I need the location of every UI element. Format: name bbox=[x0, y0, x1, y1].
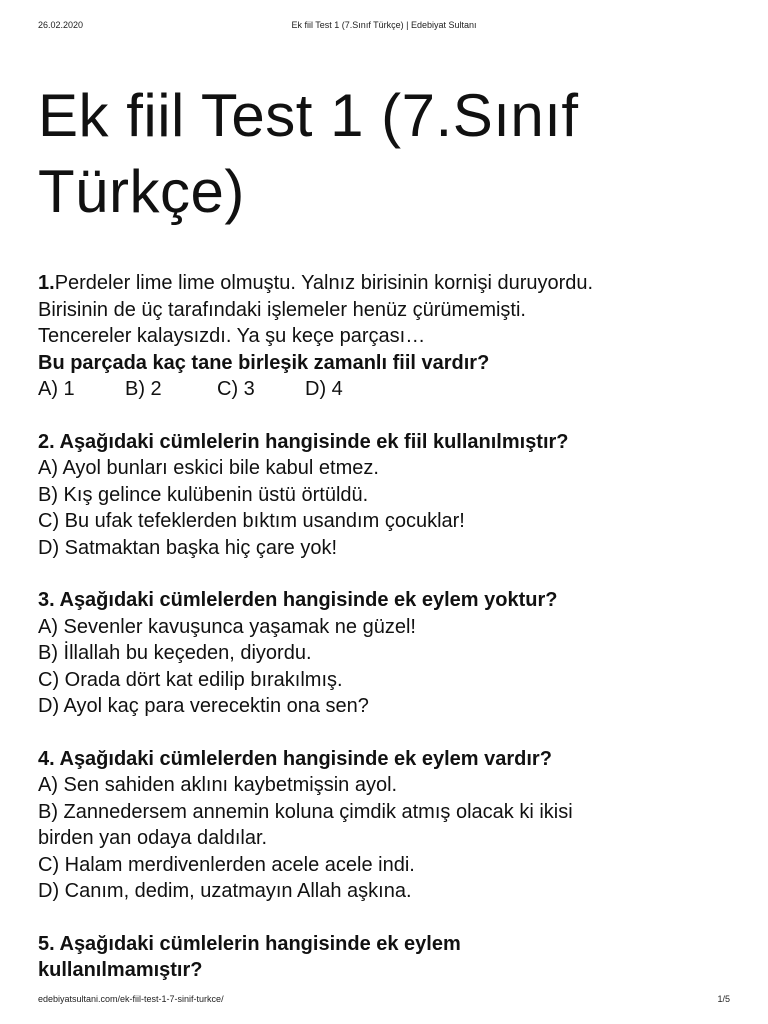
question-1-passage-line-1 bbox=[38, 270, 738, 297]
print-date: 26.02.2020 bbox=[38, 20, 84, 30]
question-4-prompt: 4. Aşağıdaki cümlelerden hangisinde ek eylem vardır? bbox=[38, 747, 552, 770]
page-title bbox=[38, 78, 738, 230]
question-4-option-a: A) Sen sahiden aklını kaybetmişsin ayol. bbox=[38, 774, 398, 796]
question-1-passage-text: Perdeler lime lime olmuştu. Yalnız birisinin kornişi duruyordu. bbox=[54, 272, 594, 294]
question-1-option-b: B) 2 bbox=[125, 378, 162, 400]
question-3-option-c: C) Orada dört kat edilip bırakılmış. bbox=[38, 668, 343, 691]
question-1-number: 1. bbox=[38, 272, 55, 294]
print-page-number: 1/5 bbox=[717, 994, 730, 1004]
question-1-prompt: Bu parçada kaç tane birleşik zamanlı fiil vardır? bbox=[38, 351, 490, 374]
question-4-option-b: B) Zannedersem annemin koluna çimdik atmış olacak ki ikisi bbox=[38, 800, 573, 823]
question-1-options bbox=[38, 376, 738, 403]
question-4 bbox=[38, 746, 738, 905]
question-4-option-b-continued: birden yan odaya daldılar. bbox=[38, 827, 268, 849]
question-2-option-c: C) Bu ufak tefeklerden bıktım usandım çocuklar! bbox=[38, 510, 465, 532]
question-4-option-d: D) Canım, dedim, uzatmayın Allah aşkına. bbox=[38, 880, 412, 902]
question-2-option-d: D) Satmaktan başka hiç çare yok! bbox=[38, 536, 338, 559]
question-2 bbox=[38, 429, 738, 562]
question-3-option-d: D) Ayol kaç para verecektin ona sen? bbox=[38, 695, 369, 717]
question-1-option-c: C) 3 bbox=[217, 378, 255, 400]
question-1-passage-line-2: Birisinin de üç tarafındaki işlemeler henüz çürümemişti. bbox=[38, 298, 526, 321]
question-2-option-b: B) Kış gelince kulübenin üstü örtüldü. bbox=[38, 483, 369, 506]
print-header-title: Ek fiil Test 1 (7.Sınıf Türkçe) | Edebiyat Sultanı bbox=[291, 20, 477, 30]
question-2-option-a: A) Ayol bunları eskici bile kabul etmez. bbox=[38, 457, 379, 479]
question-1-passage-line-3: Tencereler kalaysızdı. Ya şu keçe parçası… bbox=[38, 325, 426, 347]
question-1-option-a: A) 1 bbox=[38, 378, 75, 400]
question-3 bbox=[38, 587, 738, 720]
question-3-option-a: A) Sevenler kavuşunca yaşamak ne güzel! bbox=[38, 615, 416, 638]
question-3-prompt: 3. Aşağıdaki cümlelerden hangisinde ek eylem yoktur? bbox=[38, 589, 558, 611]
question-5-prompt-line-1: 5. Aşağıdaki cümlelerin hangisinde ek eylem bbox=[38, 932, 461, 955]
question-5 bbox=[38, 931, 738, 984]
page-title-line-2: Türkçe) bbox=[38, 158, 245, 225]
question-4-option-c: C) Halam merdivenlerden acele acele indi. bbox=[38, 853, 415, 876]
test-content bbox=[38, 270, 738, 1010]
question-3-option-b: B) İllallah bu keçeden, diyordu. bbox=[38, 642, 312, 664]
question-1-option-d: D) 4 bbox=[305, 378, 343, 400]
print-footer-url: edebiyatsultani.com/ek-fiil-test-1-7-sinif-turkce/ bbox=[38, 994, 224, 1004]
question-5-prompt-line-2: kullanılmamıştır? bbox=[38, 959, 203, 981]
question-1 bbox=[38, 270, 738, 403]
page-title-line-1: Ek fiil Test 1 (7.Sınıf bbox=[38, 82, 579, 149]
question-2-prompt: 2. Aşağıdaki cümlelerin hangisinde ek fiil kullanılmıştır? bbox=[38, 430, 569, 453]
